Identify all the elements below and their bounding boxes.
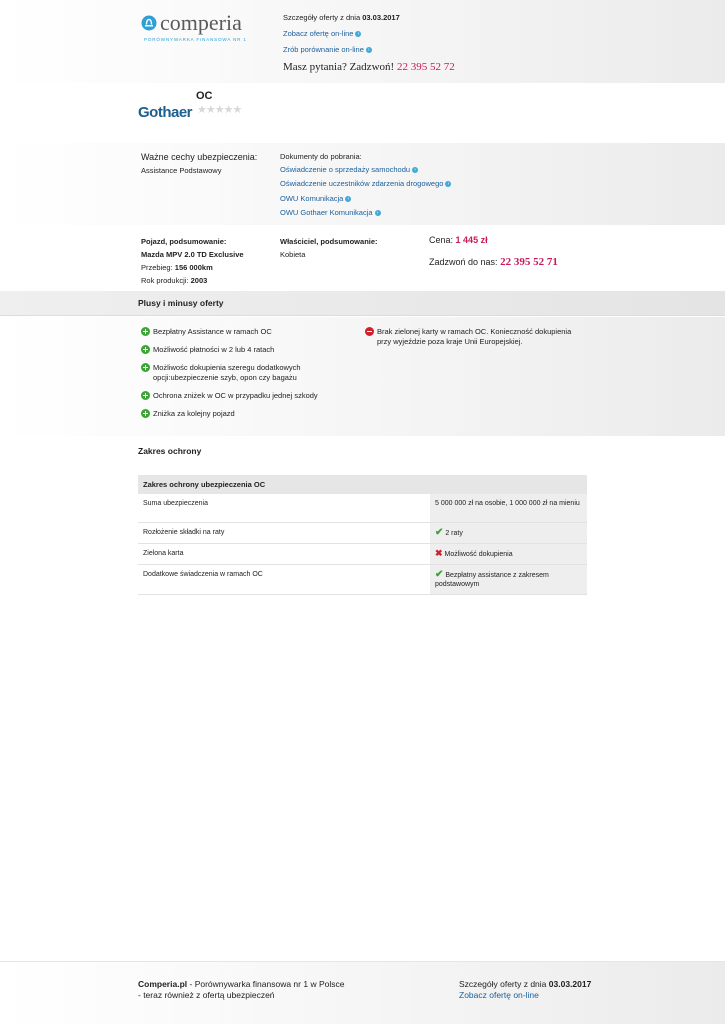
- comperia-logo-icon: [141, 15, 157, 31]
- document-link-2[interactable]: [280, 179, 451, 188]
- header-offer-date-prefix: Szczegóły oferty z dnia: [283, 13, 361, 22]
- con-text: Brak zielonej karty w ramach OC. Konieczność dokupienia przy wyjeździe poza kraje Unii Europejskiej.: [377, 327, 572, 346]
- pro-item: [141, 391, 341, 401]
- footer-offer-date-prefix: Szczegóły oferty z dnia: [459, 979, 547, 989]
- table-row: [138, 494, 587, 522]
- pro-text: Możliwośc dokupienia szeregu dodatkowych opcji:ubezpieczenie szyb, opon czy bagażu: [153, 363, 301, 382]
- pro-text: Bezpłatny Assistance w ramach OC: [153, 327, 272, 336]
- owner-heading: Właściciel, podsumowanie:: [280, 237, 378, 246]
- header-call-prefix: Masz pytania? Zadzwoń!: [283, 61, 395, 73]
- pro-text: Ochrona zniżek w OC w przypadku jednej szkody: [153, 391, 318, 400]
- vehicle-model: Mazda MPV 2.0 TD Exclusive: [141, 250, 244, 259]
- vehicle-heading: Pojazd, podsumowanie:: [141, 237, 227, 246]
- footer-brand: Comperia.pl: [138, 979, 188, 989]
- header-call: [283, 61, 455, 73]
- star-icon: ★: [223, 104, 233, 116]
- star-icon: ★: [197, 104, 206, 116]
- check-icon: ✔: [435, 568, 444, 580]
- header-link-view-online[interactable]: [283, 29, 361, 38]
- plus-icon: [141, 409, 150, 418]
- coverage-value-cell: [430, 522, 587, 543]
- price-value: 1 445 zł: [455, 235, 488, 245]
- price-label: Cena:: [429, 235, 454, 245]
- document-link-3[interactable]: [280, 194, 351, 203]
- footer-tagline: - Porównywarka finansowa nr 1 w Polsce: [189, 979, 345, 989]
- arrow-icon: ›: [345, 196, 351, 202]
- coverage-value: Bezpłatny assistance z zakresem podstawowym: [435, 571, 549, 588]
- documents-heading: Dokumenty do pobrania:: [280, 152, 362, 161]
- plus-icon: [141, 327, 150, 336]
- arrow-icon: ›: [445, 181, 451, 187]
- document-link-4[interactable]: [280, 208, 381, 217]
- footer-offer-date: [459, 979, 591, 989]
- vehicle-year: [141, 276, 207, 285]
- pro-item: [141, 409, 341, 419]
- coverage-label: Suma ubezpieczenia: [138, 494, 430, 522]
- document-link-text[interactable]: OWU Gothaer Komunikacja: [280, 208, 373, 217]
- summary-call-number[interactable]: 22 395 52 71: [500, 256, 558, 268]
- owner-value: Kobieta: [280, 250, 306, 259]
- pros-cons-heading: Plusy i minusy oferty: [138, 298, 224, 308]
- header-link-view-online-text[interactable]: Zobacz ofertę on-line: [283, 29, 354, 38]
- coverage-value: 2 raty: [445, 529, 463, 537]
- coverage-heading: Zakres ochrony: [138, 446, 202, 456]
- coverage-value: 5 000 000 zł na osobie, 1 000 000 zł na mieniu: [430, 494, 587, 522]
- arrow-icon: ›: [375, 210, 381, 216]
- plus-icon: [141, 391, 150, 400]
- pros-cons-band: [0, 317, 725, 436]
- arrow-icon: ›: [355, 31, 361, 37]
- header-link-compare-online[interactable]: [283, 45, 372, 54]
- insurer-logo: [138, 104, 192, 121]
- header-call-number[interactable]: 22 395 52 72: [396, 61, 455, 73]
- check-icon: ✔: [435, 526, 444, 538]
- pro-item: [141, 345, 341, 355]
- mileage-value: 156 000km: [174, 263, 213, 272]
- price: [429, 235, 488, 245]
- footer-link-view-online[interactable]: Zobacz ofertę on-line: [459, 990, 539, 1000]
- mileage-label: Przebieg:: [141, 263, 173, 272]
- con-item: [365, 327, 580, 347]
- footer-offer-date-value: 03.03.2017: [548, 979, 592, 989]
- logo-text: comperia: [160, 10, 242, 35]
- coverage-table-header: [138, 475, 587, 494]
- table-row: [138, 543, 587, 564]
- header-offer-date: [283, 13, 400, 22]
- star-icon: ★: [232, 104, 242, 116]
- plus-icon: [141, 363, 150, 372]
- coverage-label: Dodatkowe świadczenia w ramach OC: [138, 564, 430, 594]
- features-value: Assistance Podstawowy: [141, 166, 222, 175]
- product-title: OC: [196, 90, 213, 102]
- coverage-value: Możliwość dokupienia: [444, 550, 513, 558]
- summary-call: [429, 256, 558, 268]
- cross-icon: ✖: [435, 547, 443, 558]
- year-label: Rok produkcji:: [141, 276, 189, 285]
- document-link-text[interactable]: OWU Komunikacja: [280, 194, 344, 203]
- star-icon: ★: [214, 104, 224, 116]
- year-value: 2003: [190, 276, 208, 285]
- footer-tagline-2: - teraz również z ofertą ubezpieczeń: [138, 990, 275, 1000]
- document-link-text[interactable]: Oświadczenie o sprzedaży samochodu: [280, 165, 411, 174]
- logo-tagline: PORÓWNYWARKA FINANSOWA NR 1: [144, 37, 247, 42]
- summary-call-label: Zadzwoń do nas:: [429, 257, 498, 267]
- features-heading: Ważne cechy ubezpieczenia:: [141, 152, 258, 162]
- coverage-table: [138, 475, 587, 595]
- comperia-logo[interactable]: [141, 12, 261, 46]
- arrow-icon: ›: [366, 47, 372, 53]
- arrow-icon: ›: [412, 167, 418, 173]
- coverage-value-cell: [430, 564, 587, 594]
- rating-stars: [197, 103, 241, 116]
- pro-item: [141, 327, 341, 337]
- footer-brand-line: [138, 979, 344, 989]
- plus-icon: [141, 345, 150, 354]
- pro-item: [141, 363, 311, 383]
- coverage-value-cell: [430, 543, 587, 564]
- coverage-label: Zielona karta: [138, 543, 430, 564]
- header-link-compare-online-text[interactable]: Zrób porównanie on-line: [283, 45, 364, 54]
- table-row: [138, 522, 587, 543]
- header-offer-date-value: 03.03.2017: [362, 13, 400, 22]
- vehicle-mileage: [141, 263, 213, 272]
- document-link-1[interactable]: [280, 165, 418, 174]
- footer-band: [0, 961, 725, 1024]
- star-icon: ★: [205, 104, 215, 116]
- pros-cons-heading-band: [0, 291, 725, 316]
- document-link-text[interactable]: Oświadczenie uczestników zdarzenia drogowego: [280, 179, 444, 188]
- pro-text: Zniżka za kolejny pojazd: [153, 409, 235, 418]
- coverage-table-heading: Zakres ochrony ubezpieczenia OC: [138, 475, 587, 494]
- pro-text: Możliwość płatności w 2 lub 4 ratach: [153, 345, 275, 354]
- coverage-label: Rozłożenie składki na raty: [138, 522, 430, 543]
- insurer-logo-text: Gothaer: [138, 104, 193, 121]
- minus-icon: [365, 327, 374, 336]
- table-row: [138, 564, 587, 594]
